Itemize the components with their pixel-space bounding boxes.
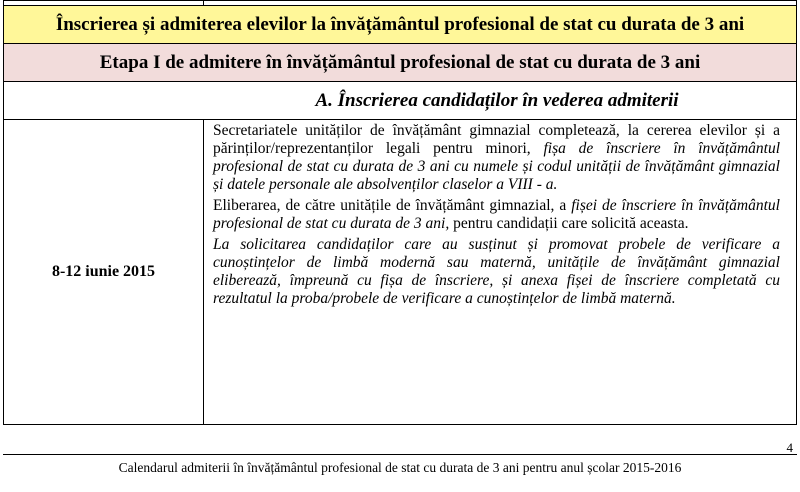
paragraph-1-text: Secretariatele unităților de învățământ gimnazial completează, la cererea elevilor și a părinților/reprezentanților legali pentru minori,	[213, 122, 780, 157]
paragraph-form-release	[213, 197, 780, 233]
paragraph-enrollment-form	[213, 122, 780, 194]
paragraph-2-tail: pentru candidații care solicită aceasta.	[449, 215, 689, 232]
admission-calendar-table	[3, 0, 797, 425]
footer-caption: Calendarul admiterii în învățământul profesional de stat cu durata de 3 ani pentru anul școlar 2015-2016	[118, 460, 682, 475]
table-title: Înscrierea și admiterea elevilor la învățământul profesional de stat cu durata de 3 ani	[4, 6, 797, 44]
section-heading-cell	[4, 82, 797, 120]
table-row	[4, 120, 797, 425]
paragraph-2-text: Eliberarea, de către unitățile de învățământ gimnazial, a	[213, 197, 572, 214]
paragraph-1-italic: fișa de înscriere în învățământul profesional de stat cu durata de 3 ani cu numele și codul unității de învățământ gimnazial și datele personale ale absolvenților claselor a VIII - a.	[213, 140, 781, 193]
description-cell	[204, 120, 797, 425]
section-row	[4, 82, 797, 120]
date-cell: 8-12 iunie 2015	[4, 120, 204, 425]
title-row	[4, 6, 797, 44]
etapa-heading: Etapa I de admitere în învățământul profesional de stat cu durata de 3 ani	[4, 44, 797, 82]
etapa-row	[4, 44, 797, 82]
paragraph-2-italic: fișei de înscriere în învățământul profesional de stat cu durata de 3 ani,	[213, 197, 780, 232]
page-number: 4	[786, 440, 793, 455]
section-heading: A. Înscrierea candidaților în vederea admiterii	[315, 89, 679, 111]
footer-divider	[3, 454, 797, 455]
paragraph-language-annex: La solicitarea candidaților care au susținut și promovat probele de verificare a cunoștințelor de limbă modernă sau maternă, unitățile de învățământ gimnazial eliberează, împreună cu fișa de înscriere, și anexa fișei de înscriere completată cu rezultatul la proba/probele de verificare a cunoștințelor de limbă maternă.	[213, 236, 780, 307]
